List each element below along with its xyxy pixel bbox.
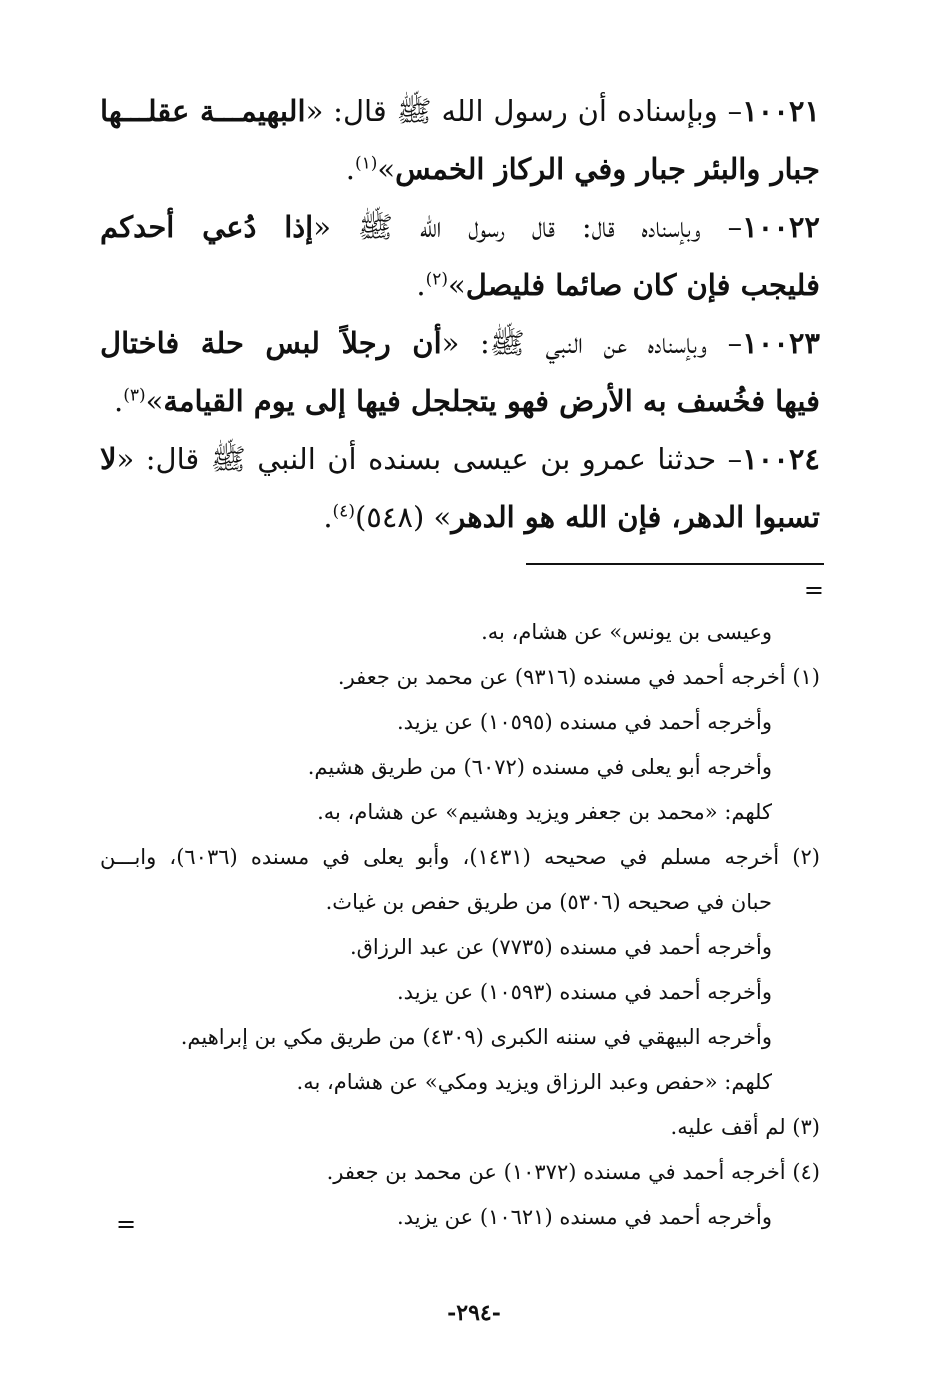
footnotes-block <box>100 610 820 1240</box>
hadith-10022-line-2 <box>100 256 820 314</box>
hadith-end: . <box>323 500 333 534</box>
hadith-text: – وبإسناده أن رسول الله ﷺ قال: « <box>305 94 743 128</box>
hadith-quote-close: » <box>145 384 164 418</box>
hadith-quote-close: » <box>448 268 466 302</box>
hadith-end: . <box>114 384 124 418</box>
hadith-10024-line-2 <box>100 488 820 546</box>
hadith-text: – وبإسناده عن النبي ﷺ: « <box>441 326 743 360</box>
continuation-mark-top: = <box>803 576 824 604</box>
hadith-quote: البهيمـــة عقلـــها <box>100 94 306 128</box>
footnote-line: وأخرجه أحمد في مسنده (١٠٦٢١) عن يزيد. <box>397 1205 772 1229</box>
footnote-line: وأخرجه البيهقي في سننه الكبرى (٤٣٠٩) من طريق مكي بن إبراهيم. <box>180 1025 772 1049</box>
footnote-line: وأخرجه أحمد في مسنده (١٠٥٩٥) عن يزيد. <box>397 710 772 734</box>
hadith-10021-line-1 <box>100 82 820 140</box>
hadith-quote: فليجب فإن كان صائما فليصل <box>465 268 820 302</box>
hadith-end: . <box>345 152 355 186</box>
hadith-10023-line-2 <box>100 372 820 430</box>
footnote-separator-rule <box>526 563 824 565</box>
hadith-10021-line-2 <box>100 140 820 198</box>
hadith-10023-line-1 <box>100 314 820 372</box>
footnote-line: وأخرجه أبو يعلى في مسنده (٦٠٧٢) من طريق هشيم. <box>307 755 772 779</box>
hadith-quote: لا <box>100 442 117 476</box>
footnote-ref: (٢) <box>425 269 449 290</box>
footnote-ref: (٣) <box>123 385 146 406</box>
hadith-quote: فيها فخُسف به الأرض فهو يتجلجل فيها إلى يوم القيامة <box>163 384 820 418</box>
hadith-number: ١٠٠٢١ <box>742 94 820 128</box>
page-number: -٢٩٤- <box>447 1300 501 1326</box>
hadith-number: ١٠٠٢٣ <box>742 326 821 360</box>
hadith-text-block <box>100 82 820 546</box>
footnote-line: وعيسى بن يونس» عن هشام، به. <box>481 620 772 644</box>
footnote-ref: (١) <box>354 153 378 174</box>
continuation-mark-bottom: = <box>116 1210 137 1238</box>
footnote-line: حبان في صحيحه (٥٣٠٦) من طريق حفص بن غياث. <box>325 890 772 914</box>
hadith-quote: إذا دُعي أحدكم <box>100 210 314 244</box>
footnote-line: (٤) أخرجه أحمد في مسنده (١٠٣٧٢) عن محمد بن جعفر. <box>326 1160 820 1184</box>
hadith-10024-line-1 <box>100 430 820 488</box>
hadith-quote: جبار والبئر جبار وفي الركاز الخمس <box>395 152 820 186</box>
footnote-line: (٣) لم أقف عليه. <box>670 1115 820 1139</box>
hadith-text: – حدثنا عمرو بن عيسى بسنده أن النبي ﷺ قال: « <box>116 442 743 476</box>
footnote-line: كلهم: «محمد بن جعفر ويزيد وهشيم» عن هشام، به. <box>317 800 772 824</box>
footnote-line: وأخرجه أحمد في مسنده (٧٧٣٥) عن عبد الرزاق. <box>349 935 772 959</box>
footnote-line: (٢) أخرجه مسلم في صحيحه (١٤٣١)، وأبو يعلى في مسنده (٦٠٣٦)، وابـــن <box>100 845 820 869</box>
hadith-quote: أن رجلاً لبس حلة فاختال <box>100 326 442 360</box>
hadith-quote-close: » <box>377 152 396 186</box>
hadith-text: – وبإسناده قال: قال رسول الله ﷺ « <box>313 210 743 244</box>
hadith-number: ١٠٠٢٢ <box>742 210 820 244</box>
footnote-line: وأخرجه أحمد في مسنده (١٠٥٩٣) عن يزيد. <box>397 980 772 1004</box>
hadith-quote-close: » (٥٤٨) <box>354 500 452 534</box>
hadith-10022-line-1 <box>100 198 820 256</box>
footnote-line: كلهم: «حفص وعبد الرزاق ويزيد ومكي» عن هشام، به. <box>296 1070 772 1094</box>
hadith-end: . <box>416 268 426 302</box>
hadith-quote: تسبوا الدهر، فإن الله هو الدهر <box>451 500 820 534</box>
footnote-ref: (٤) <box>332 501 355 522</box>
footnote-line: (١) أخرجه أحمد في مسنده (٩٣١٦) عن محمد بن جعفر. <box>337 665 820 689</box>
hadith-number: ١٠٠٢٤ <box>742 442 820 476</box>
